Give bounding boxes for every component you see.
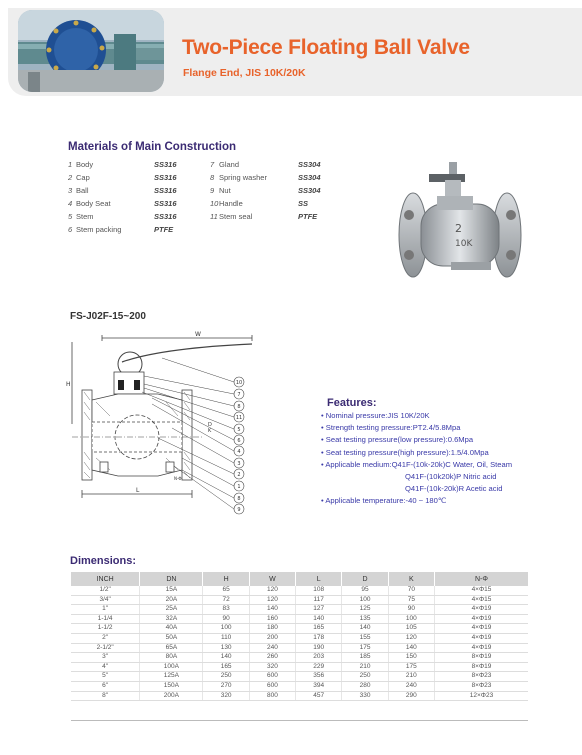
table-cell: 210	[342, 662, 388, 672]
material-num: 3	[68, 186, 73, 195]
table-cell: 105	[388, 624, 434, 634]
table-cell: 120	[249, 595, 295, 605]
material-num: 2	[68, 173, 73, 182]
material-value: SS	[298, 199, 309, 208]
table-cell: 8×Φ23	[434, 672, 528, 682]
table-cell: 117	[296, 595, 342, 605]
table-cell: 150	[388, 653, 434, 663]
material-part: Stem seal	[219, 212, 253, 221]
table-cell: 20A	[140, 595, 203, 605]
dimension-l-label: L	[136, 487, 140, 494]
dimension-h-label: H	[66, 381, 71, 388]
feature-item: • Seat testing pressure(low pressure):0.6Mpa	[321, 435, 474, 445]
column-header: N-Φ	[434, 572, 528, 586]
table-header-row	[71, 572, 528, 586]
table-cell: 90	[388, 605, 434, 615]
column-header: H	[203, 572, 249, 586]
table-cell: 12×Φ23	[434, 691, 528, 701]
table-cell: 95	[342, 586, 388, 595]
material-part: Handle	[219, 199, 243, 208]
page-subtitle: Flange End, JIS 10K/20K	[183, 67, 306, 79]
table-cell: 210	[388, 672, 434, 682]
table-cell: 32A	[140, 614, 203, 624]
material-part: Nut	[219, 186, 231, 195]
material-value: SS304	[298, 173, 321, 182]
ball-valve-photo	[385, 160, 535, 310]
table-cell: 2"	[71, 633, 140, 643]
table-cell: 25A	[140, 605, 203, 615]
material-part: Stem	[76, 212, 94, 221]
material-part: Cap	[76, 173, 90, 182]
valve-technical-drawing	[62, 328, 262, 518]
material-value: PTFE	[298, 212, 318, 221]
table-cell: 110	[203, 633, 249, 643]
table-row	[71, 662, 528, 672]
table-cell: 120	[388, 633, 434, 643]
table-row	[71, 624, 528, 634]
table-cell: 240	[388, 681, 434, 691]
column-header: L	[296, 572, 342, 586]
dimension-d-label: D	[208, 422, 212, 428]
callout-label: 2	[237, 472, 241, 478]
callout-label: 6	[237, 438, 241, 444]
table-row	[71, 614, 528, 624]
table-cell: 203	[296, 653, 342, 663]
table-cell: 240	[249, 643, 295, 653]
table-row	[71, 643, 528, 653]
table-cell: 140	[296, 614, 342, 624]
material-value: SS316	[154, 212, 177, 221]
table-cell: 100	[388, 614, 434, 624]
table-cell: 4×Φ15	[434, 586, 528, 595]
table-cell: 600	[249, 681, 295, 691]
features-list	[321, 411, 512, 509]
table-cell: 320	[249, 662, 295, 672]
callout-label: 9	[237, 507, 241, 513]
material-part: Body Seat	[76, 199, 111, 208]
table-cell: 108	[296, 586, 342, 595]
table-bottom-rule	[71, 720, 528, 721]
table-cell: 394	[296, 681, 342, 691]
table-cell: 1/2"	[71, 586, 140, 595]
table-cell: 1-1/4	[71, 614, 140, 624]
table-cell: 80A	[140, 653, 203, 663]
material-value: SS316	[154, 199, 177, 208]
table-cell: 135	[342, 614, 388, 624]
table-row	[71, 672, 528, 682]
column-header: W	[249, 572, 295, 586]
table-cell: 8×Φ19	[434, 662, 528, 672]
table-cell: 1-1/2	[71, 624, 140, 634]
table-cell: 178	[296, 633, 342, 643]
material-part: Gland	[219, 160, 240, 169]
table-cell: 180	[249, 624, 295, 634]
table-cell: 140	[249, 605, 295, 615]
feature-item: • Applicable temperature:-40 ~ 180℃	[321, 496, 447, 506]
feature-item-continued: Q41F-(10k20k)P Nitric acid	[405, 471, 497, 481]
table-cell: 15A	[140, 586, 203, 595]
table-cell: 4×Φ19	[434, 614, 528, 624]
svg-text:2: 2	[455, 222, 462, 235]
column-header: INCH	[71, 572, 140, 586]
dimensions-title: Dimensions:	[70, 555, 137, 567]
column-header: K	[388, 572, 434, 586]
table-cell: 8×Φ23	[434, 681, 528, 691]
svg-text:10K: 10K	[455, 239, 473, 249]
table-cell: 90	[203, 614, 249, 624]
table-cell: 290	[388, 691, 434, 701]
dimension-n-label: N-Φ	[174, 476, 182, 481]
table-cell: 229	[296, 662, 342, 672]
material-num: 10	[210, 199, 219, 208]
feature-item: • Seat testing pressure(high pressure):1.5/4.0Mpa	[321, 447, 489, 457]
table-cell: 50A	[140, 633, 203, 643]
table-cell: 70	[388, 586, 434, 595]
materials-title: Materials of Main Construction	[68, 141, 237, 153]
feature-item: • Applicable medium:Q41F-(10k-20k)C Water, Oil, Steam	[321, 459, 513, 469]
table-cell: 190	[296, 643, 342, 653]
material-num: 4	[68, 199, 73, 208]
table-row	[71, 681, 528, 691]
material-num: 5	[68, 212, 73, 221]
feature-item: • Strength testing pressure:PT2.4/5.8Mpa	[321, 423, 461, 433]
table-row	[71, 653, 528, 663]
table-cell: 320	[203, 691, 249, 701]
table-cell: 280	[342, 681, 388, 691]
material-part: Stem packing	[76, 225, 122, 234]
table-cell: 83	[203, 605, 249, 615]
material-value: SS316	[154, 186, 177, 195]
table-cell: 1"	[71, 605, 140, 615]
column-header: DN	[140, 572, 203, 586]
table-cell: 125	[342, 605, 388, 615]
table-cell: 100	[203, 624, 249, 634]
table-cell: 2-1/2"	[71, 643, 140, 653]
table-cell: 4×Φ19	[434, 624, 528, 634]
page-title: Two-Piece Floating Ball Valve	[182, 36, 470, 59]
material-value: SS304	[298, 186, 321, 195]
material-num: 11	[210, 212, 218, 221]
table-cell: 6"	[71, 681, 140, 691]
table-cell: 185	[342, 653, 388, 663]
material-value: SS304	[298, 160, 321, 169]
callout-label: 11	[235, 415, 243, 421]
material-num: 6	[68, 225, 73, 234]
table-cell: 100A	[140, 662, 203, 672]
table-cell: 127	[296, 605, 342, 615]
feature-item: • Nominal pressure:JIS 10K/20K	[321, 411, 430, 420]
table-cell: 200A	[140, 691, 203, 701]
table-cell: 8"	[71, 691, 140, 701]
callout-label: 7	[237, 392, 241, 398]
table-row	[71, 595, 528, 605]
table-cell: 165	[296, 624, 342, 634]
table-cell: 130	[203, 643, 249, 653]
table-cell: 40A	[140, 624, 203, 634]
material-num: 1	[68, 160, 73, 169]
table-cell: 330	[342, 691, 388, 701]
callout-label: 3	[237, 461, 241, 467]
table-cell: 3/4"	[71, 595, 140, 605]
pipeline-photo	[18, 10, 164, 92]
table-cell: 150A	[140, 681, 203, 691]
table-cell: 140	[388, 643, 434, 653]
dimension-w-label: W	[195, 331, 201, 338]
material-num: 7	[210, 160, 215, 169]
table-cell: 5"	[71, 672, 140, 682]
table-cell: 457	[296, 691, 342, 701]
table-cell: 8×Φ19	[434, 653, 528, 663]
material-part: Ball	[76, 186, 89, 195]
table-cell: 65	[203, 586, 249, 595]
table-cell: 125A	[140, 672, 203, 682]
features-title: Features:	[327, 397, 377, 409]
dimensions-table-body	[71, 586, 528, 701]
table-row	[71, 691, 528, 701]
table-cell: 4×Φ19	[434, 605, 528, 615]
material-part: Spring washer	[219, 173, 267, 182]
feature-item-continued: Q41F-(10k-20k)R Acetic acid	[405, 484, 503, 494]
table-cell: 4×Φ19	[434, 643, 528, 653]
table-cell: 175	[342, 643, 388, 653]
table-cell: 140	[203, 653, 249, 663]
model-number: FS-J02F-15~200	[70, 311, 146, 322]
table-cell: 4×Φ19	[434, 633, 528, 643]
table-cell: 165	[203, 662, 249, 672]
table-cell: 4×Φ15	[434, 595, 528, 605]
table-row	[71, 633, 528, 643]
table-cell: 120	[249, 586, 295, 595]
callout-label: 8	[237, 496, 241, 502]
table-cell: 200	[249, 633, 295, 643]
material-num: 8	[210, 173, 215, 182]
table-cell: 250	[342, 672, 388, 682]
callout-label: 4	[237, 449, 241, 455]
table-cell: 800	[249, 691, 295, 701]
table-cell: 250	[203, 672, 249, 682]
material-num: 9	[210, 186, 215, 195]
table-row	[71, 586, 528, 595]
table-cell: 155	[342, 633, 388, 643]
material-value: PTFE	[154, 225, 174, 234]
table-cell: 72	[203, 595, 249, 605]
material-value: SS316	[154, 173, 177, 182]
table-cell: 260	[249, 653, 295, 663]
table-cell: 356	[296, 672, 342, 682]
table-cell: 100	[342, 595, 388, 605]
table-cell: 600	[249, 672, 295, 682]
table-cell: 175	[388, 662, 434, 672]
table-cell: 3"	[71, 653, 140, 663]
column-header: D	[342, 572, 388, 586]
callout-label: 10	[235, 380, 243, 386]
material-value: SS316	[154, 160, 177, 169]
callout-label: 8	[237, 404, 241, 410]
table-row	[71, 605, 528, 615]
dimensions-table	[71, 572, 528, 701]
table-cell: 65A	[140, 643, 203, 653]
table-cell: 4"	[71, 662, 140, 672]
table-cell: 160	[249, 614, 295, 624]
material-part: Body	[76, 160, 94, 169]
callout-label: 5	[237, 427, 241, 433]
dimension-k-label: K	[208, 428, 212, 434]
table-cell: 270	[203, 681, 249, 691]
callout-label: 1	[237, 484, 241, 490]
table-cell: 140	[342, 624, 388, 634]
table-cell: 75	[388, 595, 434, 605]
